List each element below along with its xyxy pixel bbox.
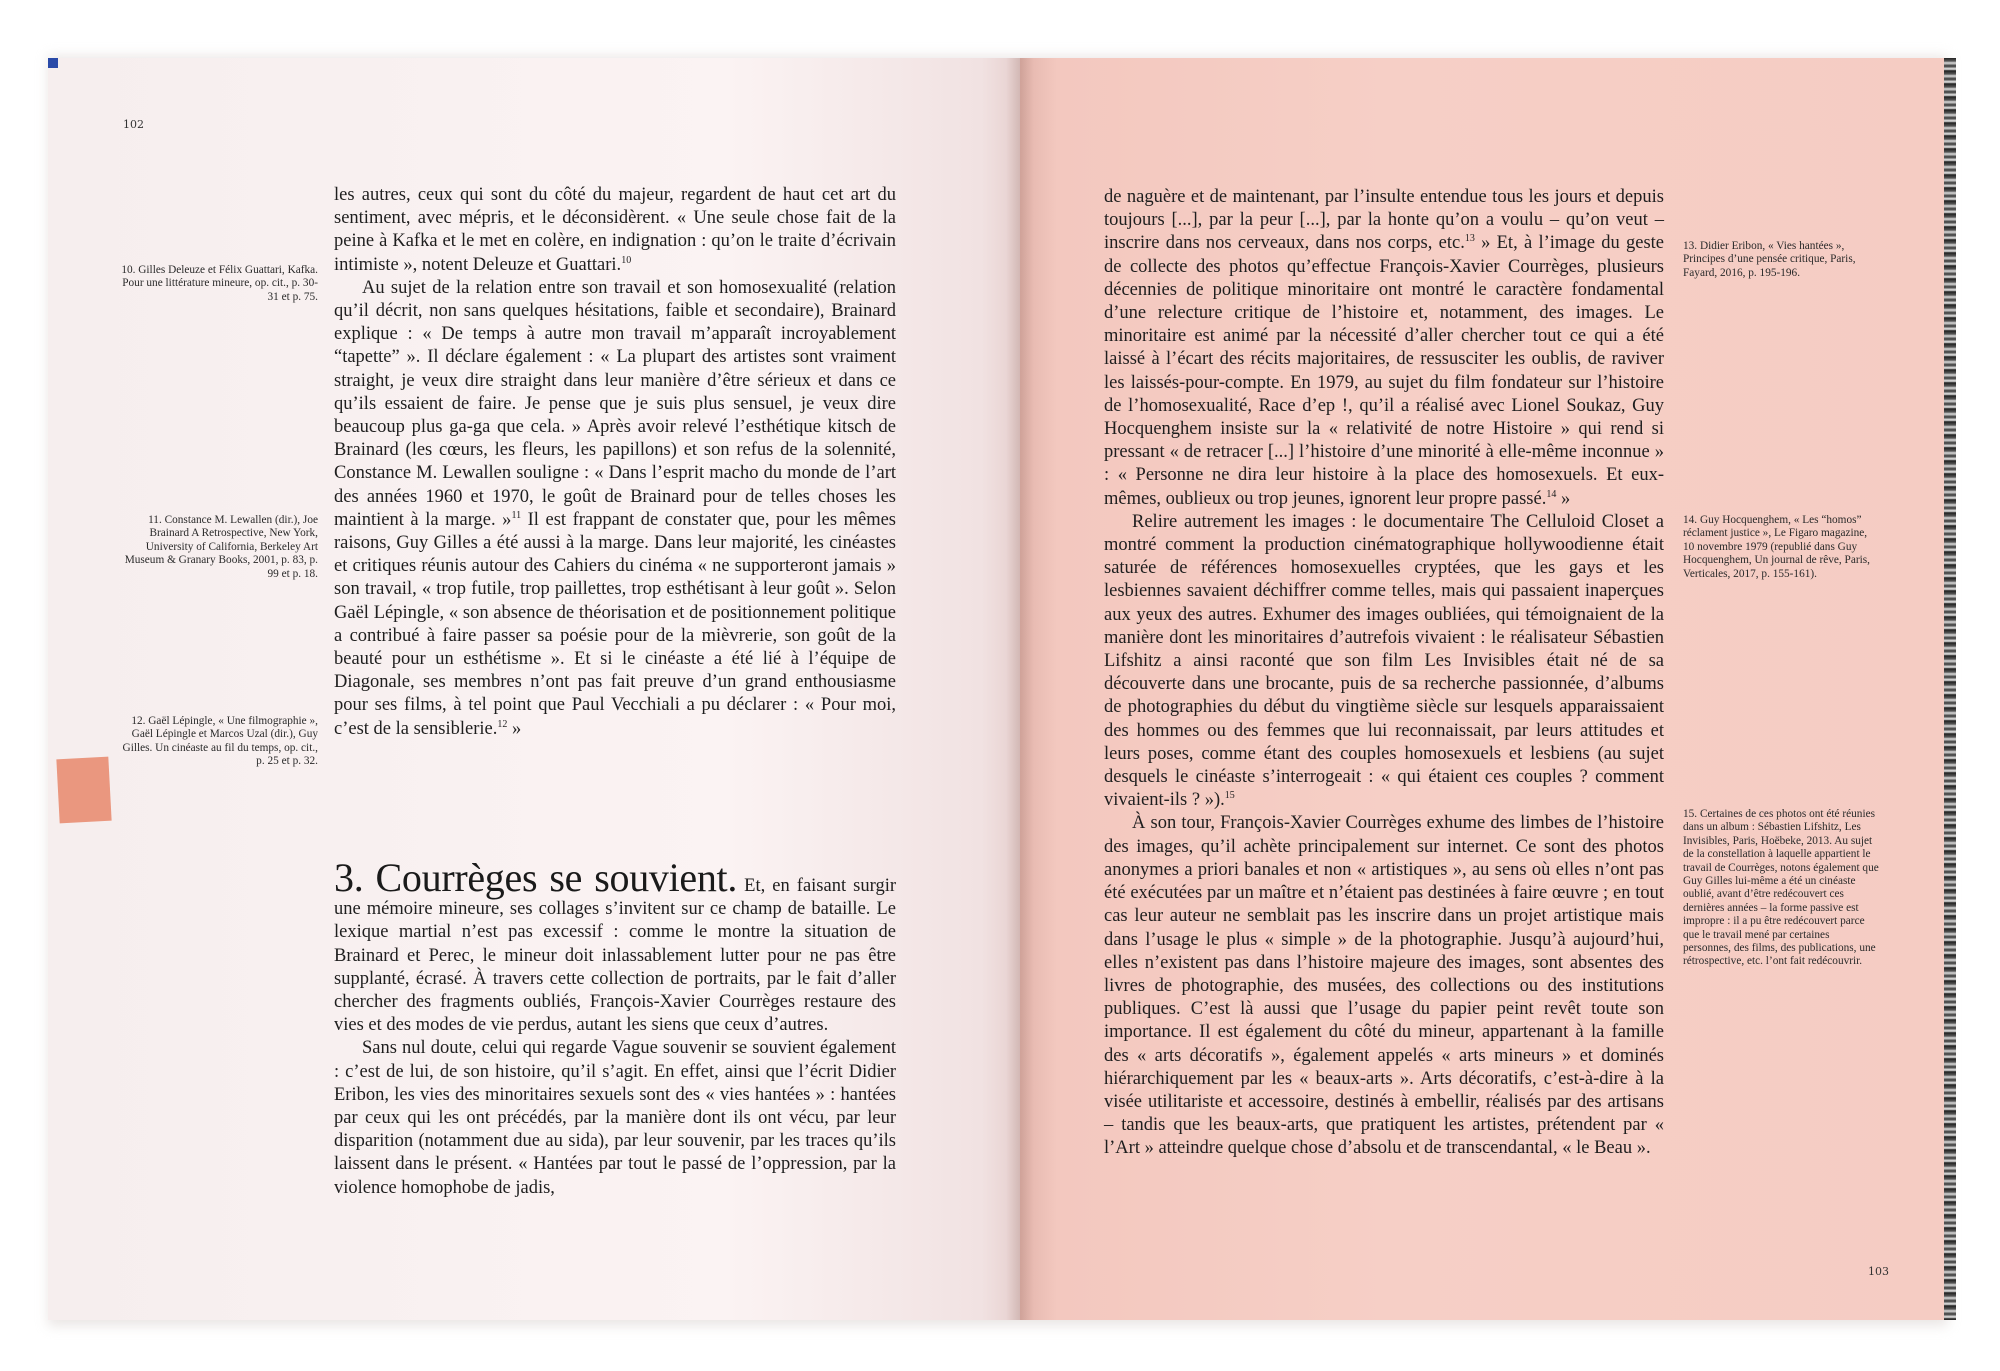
footnote-10: 10. Gilles Deleuze et Félix Guattari, Kafka. Pour une littérature mineure, op. cit., p. 30-31 et p. 75.: [121, 264, 318, 303]
left-column-bottom: [334, 855, 896, 1200]
paragraph: Relire autrement les images : le documentaire The Celluloid Closet a montré comment la production cinématographique hollywoodienne était saturée de références homosexuelles cryptées, que les gays et les lesbiennes savaient déchiffrer comme telles, mais qui passaient inaperçues aux yeux des autres. Exhumer des images oubliées, qui témoignaient de la manière dont les minoritaires d’autrefois vivaient : le réalisateur Sébastien Lifshitz a ainsi raconté que son film Les Invisibles était né de sa découverte dans une brocante, puis de sa recherche passionnée, d’albums de photographies du début du vingtième siècle sur lesquels apparaissaient des hommes ou des femmes que lui reconnaissait, par leurs attitudes et leurs poses, comme étant des couples homosexuels et lesbiens (au sujet desquels le cinéaste s’interrogeait : « qui étaient ces couples ? comment vivaient-ils ? »).$^{15}$: [1104, 511, 1664, 811]
cover-corner: [48, 58, 58, 68]
right-column: [1104, 186, 1664, 1161]
footnote-11: 11. Constance M. Lewallen (dir.), Joe Brainard A Retrospective, New York, University of California, Berkeley Art Museum & Granary Books, 2001, p. 83, p. 99 et p. 18.: [124, 514, 318, 580]
footnote-ref: 15: [1224, 790, 1235, 802]
page-edge-texture: [1944, 58, 1956, 1320]
paragraph: À son tour, François-Xavier Courrèges exhume des limbes de l’histoire des images, qu’il achète principalement sur internet. Ce sont des photos anonymes a priori banales et non « artistiques », au sens où elles n’ont pas été exécutées par un maître et n’étaient pas destinées à faire œuvre ; en tout cas leur auteur ne semblait pas les inscrire dans un projet artistique mais dans l’usage le plus « simple » de la photographie. Jusqu’à aujourd’hui, elles n’existent pas dans l’histoire majeure des images, sont absentes des livres de photographie, des musées, des collections ou des institutions publiques. C’est là aussi que l’usage du papier peint revêt toute son importance. Il est également du côté du mineur, appartenant à la famille des « arts décoratifs », également appelés « arts mineurs » et dominés hiérarchiquement par les « beaux-arts ». Arts décoratifs, c’est-à-dire à la visée utilitariste et accessoire, destinés à embellir, réalisés par des artisans – tandis que les beaux-arts, que pratiquent les artistes, prétendent par « l’Art » atteindre quelque chose d’absolu et de transcendantal, « le Beau ».: [1104, 813, 1664, 1159]
book-gutter: [1006, 58, 1034, 1320]
pink-tape-fragment: [56, 757, 111, 824]
page-number-right: 103: [1868, 1265, 1889, 1278]
paragraph: Sans nul doute, celui qui regarde Vague souvenir se souvient également : c’est de lui, de son histoire, qu’il s’agit. En effet, ainsi que l’écrit Didier Eribon, les vies des minoritaires sexuels sont des « vies hantées » : hantées par ceux qui les ont précédés, par la manière dont ils ont vécu, par leur disparition (notamment due au sida), par leur souvenir, par les traces qu’ils laissent dans le présent. « Hantées par tout le passé de l’oppression, par la violence homophobe de jadis,: [334, 1038, 896, 1198]
section-opening: 3. Courrèges se souvient. Et, en faisant surgir une mémoire mineure, ses collages s’invitent sur ce champ de bataille. Le lexique martial n’est pas excessif : comme le montre la situation de Brainard et Perec, le mineur doit inlassablement lutter pour ne pas être supplanté, écrasé. À travers cette collection de portraits, par le fait d’aller chercher des fragments oubliés, François-Xavier Courrèges restaure des vies et des modes de vie perdus, autant les siens que ceux d’autres.: [334, 855, 896, 1036]
paragraph: Au sujet de la relation entre son travail et son homosexualité (relation qu’il décrit, non sans quelques hésitations, faible et secondaire), Brainard explique : « De temps à autre mon travail m’apparaît incroyablement “tapette” ». Il déclare également : « La plupart des artistes sont vraiment straight, je veux dire straight dans leur manière d’être sérieux et dans ce qu’ils essaient de faire. Je pense que je suis plus sensuel, je veux dire beaucoup plus ga-ga que cela. » Après avoir relevé l’esthétique kitsch de Brainard (les cœurs, les fleurs, les papillons) et son refus de la solennité, Constance M. Lewallen souligne : « Dans l’esprit macho du monde de l’art des années 1960 et 1970, le goût de Brainard pour de telles choses les maintient à la marge. »$^{11}$ Il est frappant de constater que, pour les mêmes raisons, Guy Gilles a été aussi à la marge. Dans leur majorité, les cinéastes et critiques réunis autour des Cahiers du cinéma « ne supporteront jamais » son travail, « trop futile, trop paillettes, trop esthétisant à leur goût ». Selon Gaël Lépingle, « son absence de théorisation et de positionnement politique a contribué à faire passer sa poésie pour de la mièvrerie, son goût de la beauté pour un esthétisme ». Et si le cinéaste a été lié à l’équipe de Diagonale, ses membres n’ont pas fait preuve d’un grand enthousiasme pour ses films, à tel point que Paul Vecchiali a pu déclarer : « Pour moi, c’est de la sensiblerie.$^{12}$ »: [334, 277, 897, 739]
paragraph: les autres, ceux qui sont du côté du majeur, regardent de haut cet art du sentiment, avec mépris, et le déconsidèrent. « Une seule chose fait de la peine à Kafka et le met en colère, en indignation : qu’on le traite d’écrivain intimiste », notent Deleuze et Guattari.$^{10}$: [334, 185, 896, 275]
footnote-ref: 14: [1546, 488, 1557, 500]
section-heading: 3. Courrèges se souvient.: [334, 855, 738, 900]
footnote-12: 12. Gaël Lépingle, « Une filmographie », Gaël Lépingle et Marcos Uzal (dir.), Guy Gilles. Un cinéaste au fil du temps, op. cit., p. 25 et p. 32.: [122, 715, 318, 768]
left-column-top: [334, 184, 896, 741]
footnote-ref: 10: [621, 254, 632, 266]
paragraph: de naguère et de maintenant, par l’insulte entendue tous les jours et depuis toujours [...], par la peur [...], par la honte qu’on a voulu – qu’on veut – inscrire dans nos cerveaux, dans nos corps, etc.$^{13}$ » Et, à l’image du geste de collecte des photos qu’effectue François-Xavier Courrèges, plusieurs décennies de politique minoritaire ont montré le caractère fondamental d’une relecture critique de l’histoire et, notamment, des images. Le minoritaire est animé par la nécessité d’aller chercher tout ce qui a été laissé à l’écart des récits majoritaires, de ressusciter les oublis, de raviver les laissés-pour-compte. En 1979, au sujet du film fondateur sur l’histoire de l’homosexualité, Race d’ep !, qu’il a réalisé avec Lionel Soukaz, Guy Hocquenghem insiste sur la « relativité de notre Histoire » qui rend si pressant « de retracer [...] l’histoire d’une minorité à elle-même inconnue » : « Personne ne dira leur histoire à la place des homosexuels. Et eux-mêmes, oublieux ou trop jeunes, ignorent leur propre passé.$^{14}$ »: [1104, 187, 1664, 509]
page-number-left: 102: [123, 118, 144, 131]
footnote-15: 15. Certaines de ces photos ont été réunies dans un album : Sébastien Lifshitz, Les Invisibles, Paris, Hoëbeke, 2013. Au sujet de la constellation à laquelle appartient le travail de Courrèges, notons également que Guy Gilles lui-même a été un cinéaste oublié, avant d’être redécouvert ces dernières années – la forme passive est impropre : il a pu être redécouvert parce que le travail mené par certaines personnes, des films, des publications, une rétrospective, etc. l’ont fait redécouvrir.: [1683, 808, 1879, 968]
footnote-ref: 12: [497, 718, 508, 730]
footnote-13: 13. Didier Eribon, « Vies hantées », Principes d’une pensée critique, Paris, Fayard, 2016, p. 195-196.: [1683, 240, 1856, 279]
footnote-ref: 13: [1464, 233, 1475, 245]
footnote-14: 14. Guy Hocquenghem, « Les “homos” réclament justice », Le Figaro magazine, 10 novembre 1979 (republié dans Guy Hocquenghem, Un journal de rêve, Paris, Verticales, 2017, p. 155-161).: [1683, 514, 1870, 580]
footnote-ref: 11: [511, 509, 522, 521]
